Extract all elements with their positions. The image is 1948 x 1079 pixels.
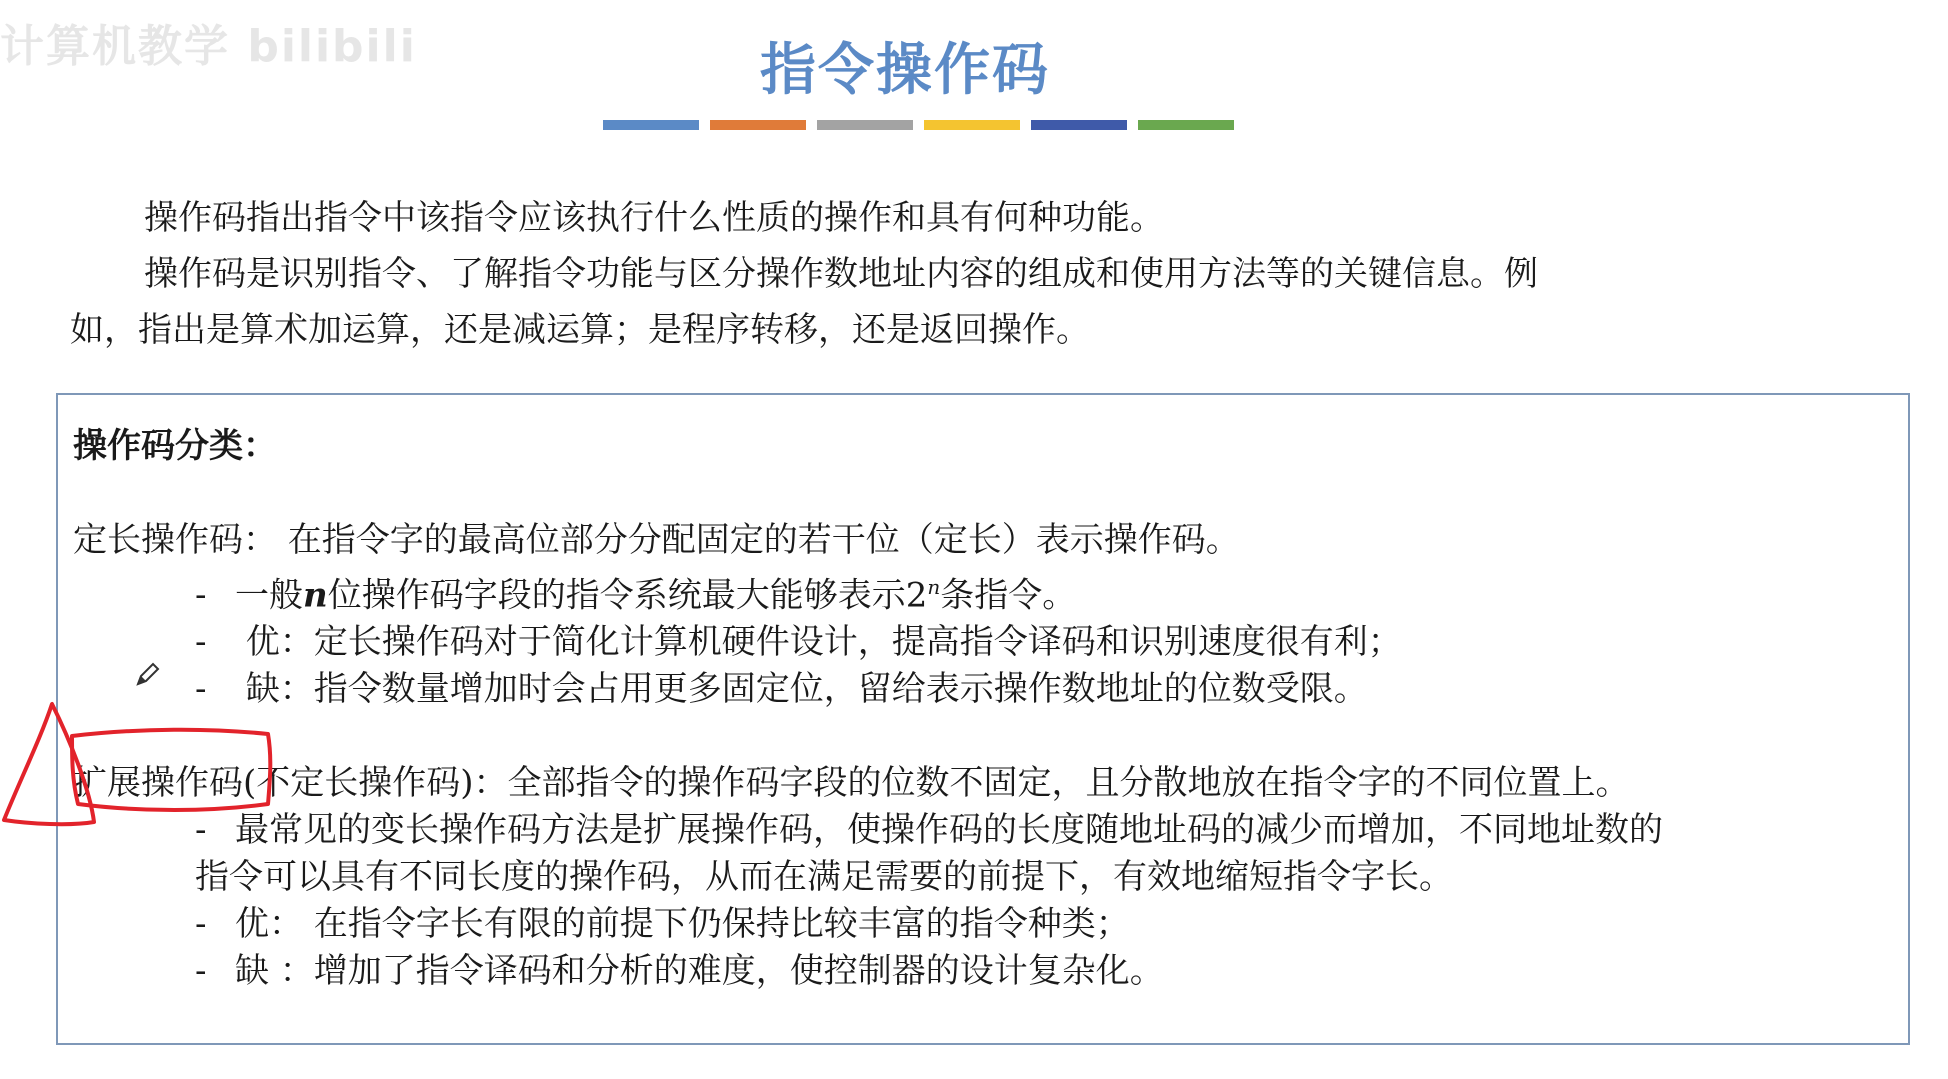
bullet-dash: - (195, 622, 207, 663)
fixed-opcode-con: 缺：指令数量增加时会占用更多固定位，留给表示操作数地址的位数受限。 (235, 669, 1368, 710)
color-bar (1031, 120, 1127, 130)
page-title: 指令操作码 (760, 38, 1050, 103)
bullet-dash: - (195, 575, 207, 616)
capacity-n: n (303, 575, 328, 616)
fixed-opcode-line (73, 517, 1903, 564)
intro-paragraph-1: 操作码指出指令中该指令应该执行什么性质的操作和具有何种功能。 (144, 198, 1164, 238)
expand-opcode-con: 缺 ：增加了指令译码和分析的难度，使控制器的设计复杂化。 (235, 951, 1164, 992)
capacity-exponent: n (927, 575, 941, 599)
watermark: 计算机教学 bilibili (0, 21, 417, 72)
capacity-text-mid: 位操作码字段的指令系统最大能够表示2 (327, 575, 928, 616)
expand-opcode-item-method (73, 807, 1903, 854)
intro-text (70, 190, 1790, 358)
classification-heading: 操作码分类： (73, 426, 277, 466)
classification-box (56, 393, 1910, 1045)
color-bar (924, 120, 1020, 130)
bullet-dash: - (195, 810, 207, 851)
fixed-opcode-item-capacity (73, 564, 1903, 619)
expand-method-line-1: 最常见的变长操作码方法是扩展操作码，使操作码的长度随地址码的减少而增加，不同地址数的 (235, 810, 1663, 851)
expand-opcode-item-con (73, 948, 1903, 995)
capacity-text-pre: 一般 (235, 575, 303, 616)
expand-opcode-line (73, 760, 1903, 807)
classification-content (73, 423, 1903, 995)
expand-opcode-item-pro (73, 901, 1903, 948)
fixed-opcode-item-pro (73, 619, 1903, 666)
expand-opcode-desc: (不定长操作码)：全部指令的操作码字段的位数不固定，且分散地放在指令字的不同位置上。 (243, 763, 1630, 804)
fixed-opcode-item-con (73, 666, 1903, 713)
fixed-opcode-label: 定长操作码： (73, 520, 277, 560)
expand-opcode-label: 扩展操作码 (73, 763, 243, 804)
intro-paragraph-2-line-2: 如，指出是算术加运算，还是减运算；是程序转移，还是返回操作。 (70, 310, 1090, 350)
bullet-dash: - (195, 951, 207, 992)
capacity-text-post: 条指令。 (940, 575, 1077, 616)
intro-paragraph-2-line-1: 操作码是识别指令、了解指令功能与区分操作数地址内容的组成和使用方法等的关键信息。例 (144, 254, 1538, 294)
bullet-dash: - (195, 669, 207, 710)
fixed-opcode-pro: 优：定长操作码对于简化计算机硬件设计，提高指令译码和识别速度很有利； (235, 622, 1402, 663)
color-bar-strip (603, 120, 1234, 130)
color-bar (817, 120, 913, 130)
color-bar (603, 120, 699, 130)
color-bar (1138, 120, 1234, 130)
expand-method-line-2: 指令可以具有不同长度的操作码，从而在满足需要的前提下，有效地缩短指令字长。 (195, 857, 1453, 898)
expand-opcode-pro: 优： 在指令字长有限的前提下仍保持比较丰富的指令种类； (235, 904, 1130, 945)
fixed-opcode-desc: 在指令字的最高位部分分配固定的若干位（定长）表示操作码。 (277, 520, 1240, 560)
color-bar (710, 120, 806, 130)
bullet-dash: - (195, 904, 207, 945)
pencil-icon (132, 660, 162, 690)
